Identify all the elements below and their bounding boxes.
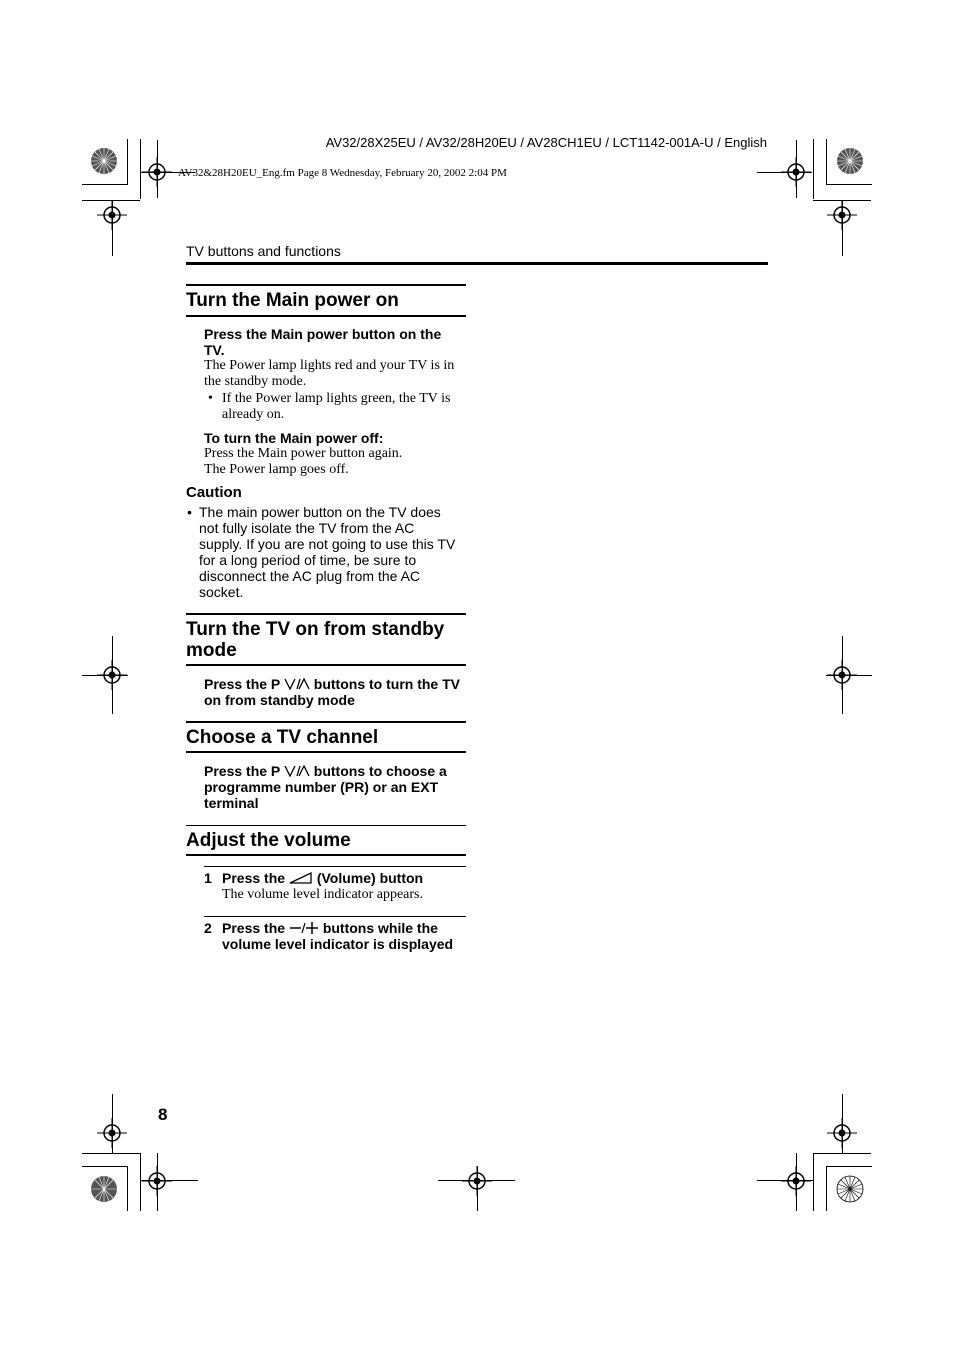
caution-line: socket. (199, 584, 244, 600)
section-rule (186, 315, 466, 317)
crop-line (826, 1166, 872, 1167)
instruction-text: Press the P (204, 676, 284, 692)
step-text: (Volume) button (312, 870, 424, 886)
caution-line: disconnect the AC plug from the AC (199, 568, 421, 584)
instruction-line: on from standby mode (204, 692, 355, 708)
step-text: Press the (222, 870, 289, 886)
crosshair-registration-icon (781, 1166, 811, 1196)
section-rule (186, 664, 466, 666)
file-info-line: AV32&28H20EU_Eng.fm Page 8 Wednesday, February 20, 2002 2:04 PM (178, 167, 507, 179)
body-line: The Power lamp lights red and your TV is in (204, 358, 455, 373)
step-number: 1 (204, 870, 212, 886)
crosshair-registration-icon (462, 1166, 492, 1196)
sunburst-registration-icon (835, 1174, 865, 1204)
crosshair-registration-icon (781, 157, 811, 187)
section-heading-main-power: Turn the Main power on (186, 290, 399, 311)
caution-line: for a long period of time, be sure to (199, 552, 417, 568)
caution-line: supply. If you are not going to use this TV (199, 536, 456, 552)
crosshair-registration-icon (97, 1118, 127, 1148)
section-heading-standby-cont: mode (186, 640, 237, 661)
body-line: Press the Main power button again. (204, 446, 403, 461)
crosshair-registration-icon (827, 200, 857, 230)
crosshair-registration-icon (827, 660, 857, 690)
step-number: 2 (204, 920, 212, 936)
caution-heading: Caution (186, 484, 242, 501)
section-rule (186, 751, 466, 753)
section-rule (186, 284, 466, 286)
caution-line: not fully isolate the TV from the AC (199, 520, 415, 536)
crosshair-registration-icon (827, 1118, 857, 1148)
instruction-text: buttons to turn the TV (309, 676, 460, 692)
caution-line: The main power button on the TV does (199, 504, 441, 520)
crosshair-registration-icon (97, 660, 127, 690)
step-text: buttons while the (318, 920, 438, 936)
crop-line (82, 184, 128, 185)
step-body: The volume level indicator appears. (222, 887, 423, 902)
crop-line (826, 139, 827, 185)
section-heading-volume: Adjust the volume (186, 830, 351, 851)
crop-line (813, 1153, 871, 1154)
instruction-line (204, 763, 447, 779)
sunburst-registration-icon (835, 146, 865, 176)
crop-line (140, 1153, 141, 1211)
body-line: The Power lamp goes off. (204, 462, 349, 477)
step-rule (204, 866, 466, 867)
bullet-mark: • (208, 391, 213, 406)
step-line: volume level indicator is displayed (222, 936, 454, 952)
minus-plus-icon (289, 922, 319, 934)
volume-wedge-icon (289, 872, 313, 884)
body-line: the standby mode. (204, 374, 307, 389)
crop-line (127, 1166, 128, 1211)
crop-line (82, 1153, 140, 1154)
bullet-line: If the Power lamp lights green, the TV is (222, 391, 451, 406)
crosshair-registration-icon (142, 157, 172, 187)
section-rule (186, 613, 466, 615)
instruction-line: TV. (204, 342, 225, 358)
crop-line (813, 1153, 814, 1211)
section-rule (186, 854, 466, 856)
sunburst-registration-icon (89, 1174, 119, 1204)
model-line: AV32/28X25EU / AV32/28H20EU / AV28CH1EU / LCT1142-001A-U / English (325, 135, 767, 150)
section-heading-channel: Choose a TV channel (186, 727, 379, 748)
instruction-text: Press the P (204, 763, 284, 779)
crop-line (82, 1166, 128, 1167)
step-rule (204, 916, 466, 917)
crop-line (826, 184, 872, 185)
section-heading-standby: Turn the TV on from standby (186, 619, 445, 640)
page-number: 8 (158, 1105, 168, 1124)
crosshair-registration-icon (142, 1166, 172, 1196)
bullet-mark: • (187, 504, 192, 520)
crop-line (140, 139, 141, 199)
crop-line (826, 1166, 827, 1211)
instruction-line (204, 676, 460, 692)
section-rule (186, 721, 466, 723)
instruction-line: programme number (PR) or an EXT (204, 779, 439, 795)
chevron-down-up-icon (284, 678, 310, 690)
instruction-line: terminal (204, 795, 259, 811)
sunburst-registration-icon (89, 146, 119, 176)
sub-heading: To turn the Main power off: (204, 430, 384, 446)
step-line (222, 920, 438, 936)
crop-line (813, 139, 814, 199)
section-title: TV buttons and functions (186, 243, 341, 259)
crosshair-registration-icon (97, 200, 127, 230)
step-line (222, 870, 423, 886)
bullet-line: already on. (222, 407, 285, 422)
chevron-down-up-icon (284, 765, 310, 777)
crop-line (127, 139, 128, 185)
instruction-line: Press the Main power button on the (204, 326, 442, 342)
section-rule (186, 825, 466, 826)
step-text: Press the (222, 920, 289, 936)
instruction-text: buttons to choose a (309, 763, 447, 779)
header-rule (186, 262, 768, 265)
